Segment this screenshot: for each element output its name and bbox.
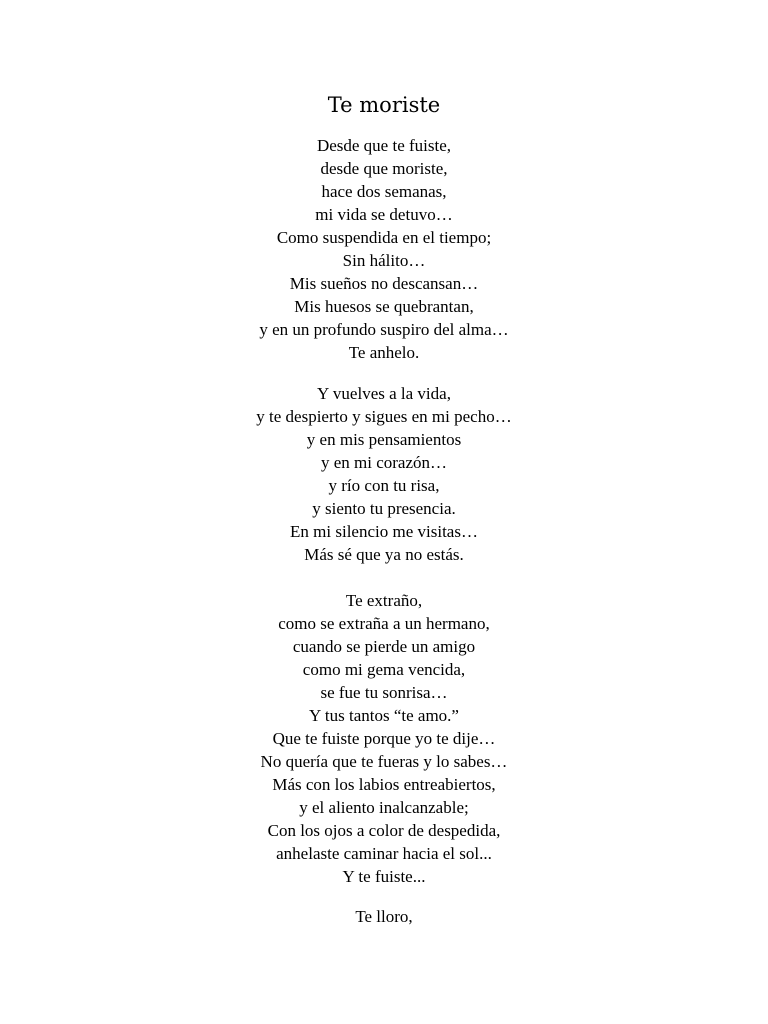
poem-line: En mi silencio me visitas… xyxy=(290,522,478,541)
poem-line: se fue tu sonrisa… xyxy=(320,683,448,702)
poem-line: y te despierto y sigues en mi pecho… xyxy=(256,407,512,426)
poem-line: y el aliento inalcanzable; xyxy=(299,798,469,817)
poem-line: y en mis pensamientos xyxy=(306,430,462,449)
poem-line: como mi gema vencida, xyxy=(302,660,466,679)
poem-line: Y tus tantos “te amo.” xyxy=(309,706,459,725)
poem-line: Mis huesos se quebrantan, xyxy=(294,297,474,316)
poem-line: No quería que te fueras y lo sabes… xyxy=(260,752,508,771)
poem-line: y en un profundo suspiro del alma… xyxy=(259,320,509,339)
poem-line: hace dos semanas, xyxy=(321,182,447,201)
poem-line: Como suspendida en el tiempo; xyxy=(276,228,492,247)
poem-line: y río con tu risa, xyxy=(328,476,440,495)
poem-line: Que te fuiste porque yo te dije… xyxy=(272,729,496,748)
poem-stanza-3 xyxy=(0,589,768,888)
poem-line: Y te fuiste... xyxy=(342,867,426,886)
poem-line: Te extraño, xyxy=(345,591,423,610)
poem-line: Más con los labios entreabiertos, xyxy=(272,775,496,794)
poem-line: Te anhelo. xyxy=(348,343,420,362)
poem-line: Sin hálito… xyxy=(342,251,426,270)
poem-line: como se extraña a un hermano, xyxy=(278,614,490,633)
poem-line: mi vida se detuvo… xyxy=(315,205,453,224)
poem-stanza-1 xyxy=(0,134,768,364)
poem-line: Con los ojos a color de despedida, xyxy=(267,821,501,840)
poem-line: anhelaste caminar hacia el sol... xyxy=(276,844,492,863)
poem-line: Te lloro, xyxy=(355,907,413,926)
poem-line: Desde que te fuiste, xyxy=(316,136,452,155)
poem-stanza-4 xyxy=(0,905,768,928)
poem-line: y en mi corazón… xyxy=(320,453,448,472)
poem-title: Te moriste xyxy=(327,93,441,117)
poem-line: y siento tu presencia. xyxy=(312,499,456,518)
poem-line: Más sé que ya no estás. xyxy=(304,545,464,564)
poem-line: Y vuelves a la vida, xyxy=(317,384,451,403)
poem-line: desde que moriste, xyxy=(320,159,448,178)
poem-stanza-2 xyxy=(0,382,768,566)
poem-line: cuando se pierde un amigo xyxy=(292,637,476,656)
poem-line: Mis sueños no descansan… xyxy=(289,274,479,293)
